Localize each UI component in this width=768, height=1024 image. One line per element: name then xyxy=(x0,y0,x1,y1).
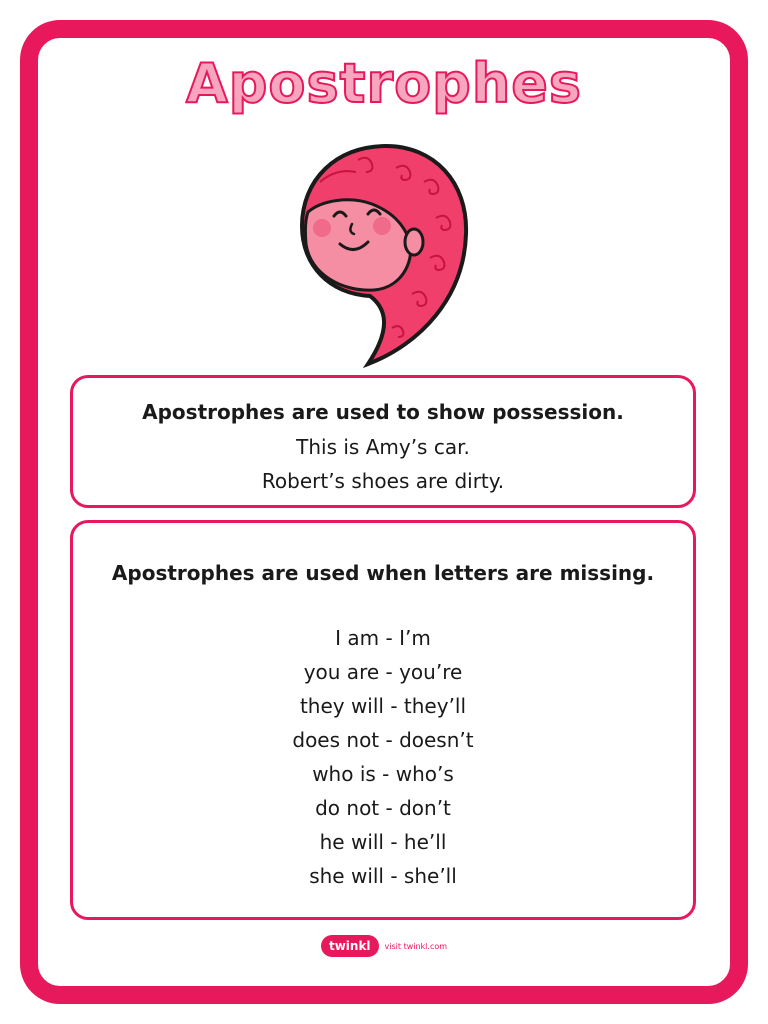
page-title: Apostrophes xyxy=(185,52,583,115)
apostrophe-character-icon xyxy=(296,138,476,370)
twinkl-logo[interactable]: twinkl xyxy=(321,935,379,957)
contraction-example: do not - don’t xyxy=(315,796,451,820)
visit-link[interactable]: visit twinkl.com xyxy=(384,941,448,951)
contraction-example: they will - they’ll xyxy=(299,694,467,718)
contraction-example: you are - you’re xyxy=(303,660,463,684)
possession-example: This is Amy’s car. xyxy=(296,435,470,459)
possession-box xyxy=(70,375,696,508)
contractions-box xyxy=(70,520,696,920)
contraction-example: I am - I’m xyxy=(335,626,431,650)
contractions-heading: Apostrophes are used when letters are missing. xyxy=(111,561,655,585)
contraction-example: he will - he’ll xyxy=(319,830,447,854)
contraction-example: does not - doesn’t xyxy=(292,728,474,752)
contraction-example: she will - she’ll xyxy=(309,864,457,888)
possession-example: Robert’s shoes are dirty. xyxy=(261,469,505,493)
possession-heading: Apostrophes are used to show possession. xyxy=(142,400,624,424)
footer xyxy=(0,935,768,957)
contraction-example: who is - who’s xyxy=(312,762,454,786)
